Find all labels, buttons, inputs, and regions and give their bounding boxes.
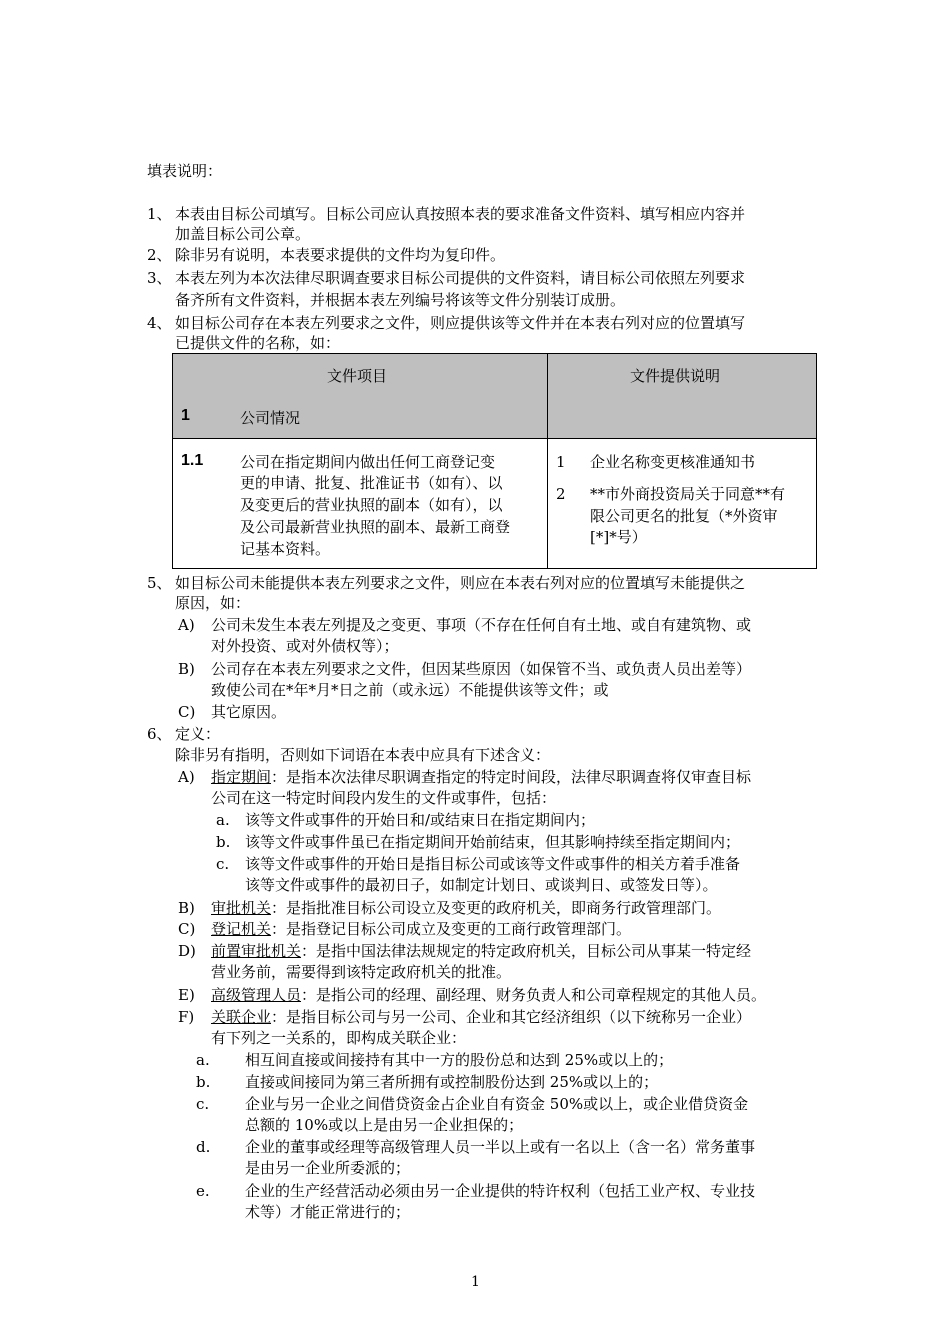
def-F-d-line-1: 企业的董事或经理等高级管理人员一半以上或有一名以上（含一名）常务董事 <box>245 1138 756 1156</box>
def-F-label: F) <box>178 1008 195 1026</box>
item-1-line-2: 加盖目标公司公章。 <box>175 225 311 243</box>
item-5-A-line-1: 公司未发生本表左列提及之变更、事项（不存在任何自有土地、或自有建筑物、或 <box>211 616 752 634</box>
def-C-label: C) <box>178 920 196 938</box>
item-2-num: 2、 <box>147 246 172 264</box>
table-provided-2-line-2: 限公司更名的批复（*外资审 <box>590 507 778 525</box>
def-F-a-line-1: 相互间直接或间接持有其中一方的股份总和达到 25%或以上的； <box>245 1051 674 1069</box>
table-row-number: 1.1 <box>181 452 204 469</box>
def-B-line-1 <box>211 897 721 919</box>
item-4-line-1: 如目标公司存在本表左列要求之文件，则应提供该等文件并在本表右列对应的位置填写 <box>175 314 746 332</box>
def-F-c-line-1: 企业与另一企业之间借贷资金占企业自有资金 50%或以上，或企业借贷资金 <box>245 1095 749 1113</box>
table-section-number: 1 <box>181 407 190 424</box>
def-A-term: 指定期间 <box>211 768 272 786</box>
doc-title: 填表说明： <box>147 162 223 180</box>
def-F-e-label: e. <box>196 1182 210 1200</box>
def-D-line-2: 营业务前，需要得到该特定政府机关的批准。 <box>211 963 512 981</box>
def-E-line-1 <box>211 984 766 1006</box>
def-F-d-line-2: 是由另一企业所委派的； <box>245 1159 411 1177</box>
page-number: 1 <box>471 1274 480 1290</box>
def-F-term: 关联企业 <box>211 1008 272 1026</box>
example-table <box>172 353 817 569</box>
def-D-text: ：是指中国法律法规规定的特定政府机关，目标公司从事某一特定经 <box>301 942 752 960</box>
def-A-line-1 <box>211 766 751 788</box>
def-F-e-line-2: 术等）才能正常进行的； <box>245 1203 411 1221</box>
def-A-text: ：是指本次法律尽职调查指定的特定时间段，法律尽职调查将仅审查目标 <box>271 768 752 786</box>
table-column-divider <box>547 354 548 568</box>
table-row-desc-line-1: 公司在指定期间内做出任何工商登记变 <box>240 453 496 471</box>
item-2-line-1: 除非另有说明，本表要求提供的文件均为复印件。 <box>175 246 506 264</box>
def-F-e-line-1: 企业的生产经营活动必须由另一企业提供的特许权利（包括工业产权、专业技 <box>245 1182 756 1200</box>
def-F-c-line-2: 总额的 10%或以上是由另一企业担保的； <box>245 1116 524 1134</box>
table-row-desc-line-2: 更的申请、批复、批准证书（如有）、以 <box>240 474 503 492</box>
item-5-num: 5、 <box>147 574 172 592</box>
def-A-line-2: 公司在这一特定时间段内发生的文件或事件，包括： <box>211 789 557 807</box>
def-A-b-label: b. <box>216 833 231 851</box>
item-6-line-1: 定义： <box>175 725 221 743</box>
def-D-label: D) <box>178 942 196 960</box>
def-E-label: E) <box>178 986 195 1004</box>
table-provided-2-num: 2 <box>556 485 566 503</box>
table-provided-2-line-1: **市外商投资局关于同意**有 <box>590 485 786 503</box>
table-header-col2: 文件提供说明 <box>630 367 721 385</box>
def-D-line-1 <box>211 940 751 962</box>
def-A-label: A) <box>178 768 195 786</box>
def-E-term: 高级管理人员 <box>211 986 302 1004</box>
item-6-line-2: 除非另有指明，否则如下词语在本表中应具有下述含义： <box>175 746 551 764</box>
item-5-B-line-1: 公司存在本表左列要求之文件，但因某些原因（如保管不当、或负责人员出差等） <box>211 660 752 678</box>
def-C-line-1 <box>211 918 631 940</box>
def-A-c-line-1: 该等文件或事件的开始日是指目标公司或该等文件或事件的相关方着手准备 <box>245 855 741 873</box>
table-header-col1: 文件项目 <box>327 367 388 385</box>
item-5-A-label: A) <box>178 616 195 634</box>
def-A-c-line-2: 该等文件或事件的最初日子，如制定计划日、或谈判日、或签发日等）。 <box>245 876 718 894</box>
def-C-text: ：是指登记目标公司成立及变更的工商行政管理部门。 <box>271 920 632 938</box>
item-3-line-2: 备齐所有文件资料，并根据本表左列编号将该等文件分别装订成册。 <box>175 291 626 309</box>
def-F-text: ：是指目标公司与另一公司、企业和其它经济组织（以下统称另一企业） <box>271 1008 752 1026</box>
item-5-A-line-2: 对外投资、或对外债权等）； <box>211 637 399 655</box>
table-provided-1-num: 1 <box>556 453 566 471</box>
def-C-term: 登记机关 <box>211 920 272 938</box>
def-E-text: ：是指公司的经理、副经理、财务负责人和公司章程规定的其他人员。 <box>301 986 767 1004</box>
table-provided-1-text: 企业名称变更核准通知书 <box>590 453 756 471</box>
item-5-line-1: 如目标公司未能提供本表左列要求之文件，则应在本表右列对应的位置填写未能提供之 <box>175 574 746 592</box>
def-F-c-label: c. <box>196 1095 210 1113</box>
def-A-c-label: c. <box>216 855 230 873</box>
table-section-title: 公司情况 <box>240 409 301 427</box>
table-provided-2-line-3: [*]*号） <box>590 528 647 546</box>
item-1-num: 1、 <box>147 205 172 223</box>
table-row-desc-line-4: 及公司最新营业执照的副本、最新工商登 <box>240 518 511 536</box>
def-A-b-line-1: 该等文件或事件虽已在指定期间开始前结束，但其影响持续至指定期间内； <box>245 833 741 851</box>
table-row-desc-line-5: 记基本资料。 <box>240 540 331 558</box>
def-D-term: 前置审批机关 <box>211 942 302 960</box>
item-4-num: 4、 <box>147 314 172 332</box>
def-A-a-label: a. <box>216 811 230 829</box>
item-1-line-1: 本表由目标公司填写。目标公司应认真按照本表的要求准备文件资料、填写相应内容并 <box>175 205 746 223</box>
item-3-line-1: 本表左列为本次法律尽职调查要求目标公司提供的文件资料，请目标公司依照左列要求 <box>175 269 746 287</box>
item-3-num: 3、 <box>147 269 172 287</box>
item-6-num: 6、 <box>147 725 172 743</box>
def-F-b-label: b. <box>196 1073 211 1091</box>
item-4-line-2: 已提供文件的名称，如： <box>175 334 341 352</box>
item-5-line-2: 原因，如： <box>175 594 251 612</box>
def-B-term: 审批机关 <box>211 899 272 917</box>
def-F-line-1 <box>211 1006 751 1028</box>
def-B-label: B) <box>178 899 195 917</box>
def-A-a-line-1: 该等文件或事件的开始日和/或结束日在指定期间内； <box>245 811 596 829</box>
table-row-desc-line-3: 及变更后的营业执照的副本（如有），以 <box>240 496 503 514</box>
def-F-a-label: a. <box>196 1051 210 1069</box>
def-F-b-line-1: 直接或间接同为第三者所拥有或控制股份达到 25%或以上的； <box>245 1073 659 1091</box>
item-5-C-label: C) <box>178 703 196 721</box>
def-F-line-2: 有下列之一关系的，即构成关联企业： <box>211 1029 467 1047</box>
item-5-C-line-1: 其它原因。 <box>211 703 287 721</box>
def-F-d-label: d. <box>196 1138 211 1156</box>
item-5-B-line-2: 致使公司在*年*月*日之前（或永远）不能提供该等文件；或 <box>211 681 609 699</box>
def-B-text: ：是指批准目标公司设立及变更的政府机关，即商务行政管理部门。 <box>271 899 722 917</box>
item-5-B-label: B) <box>178 660 195 678</box>
